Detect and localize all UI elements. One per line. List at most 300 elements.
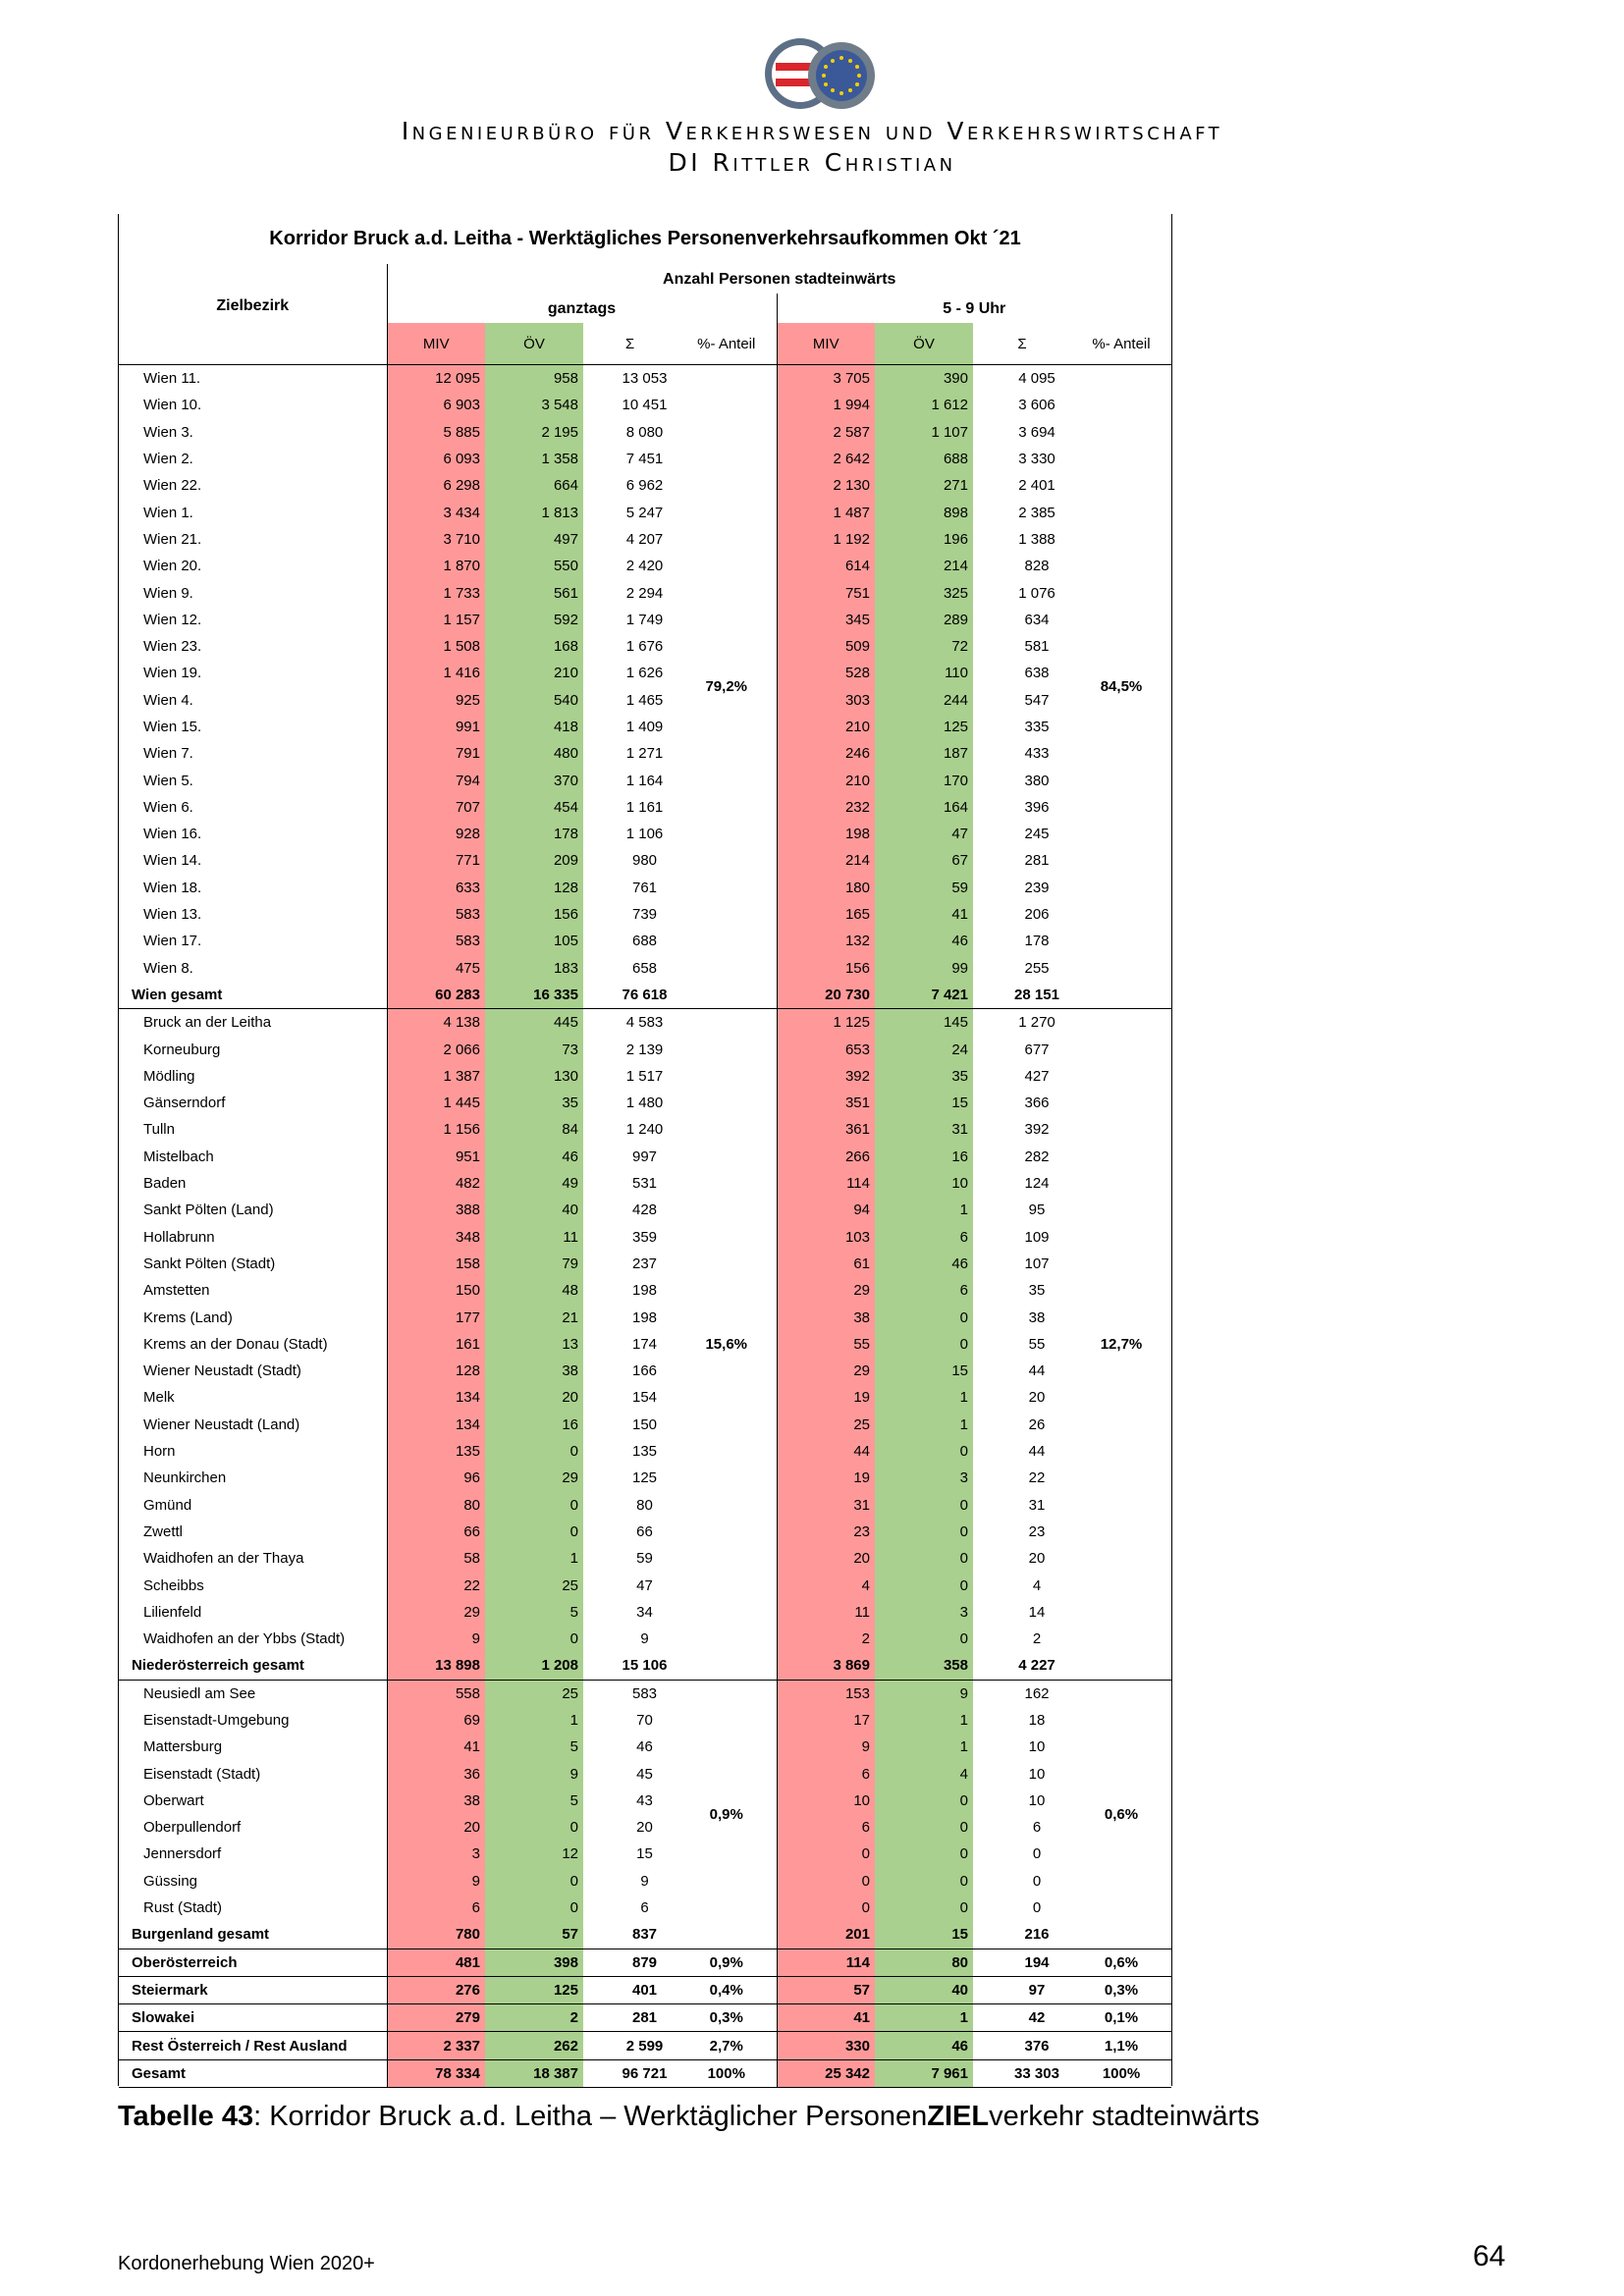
cell-ov-5-9: 67 — [875, 847, 973, 874]
cell-sum-5-9: 828 — [1024, 558, 1050, 575]
table-row — [119, 1949, 1171, 1976]
cell-sum-5-9: 95 — [1028, 1201, 1046, 1219]
cell-ov-ganztags: 168 — [485, 633, 583, 660]
cell-ov-5-9: 3 — [875, 1599, 973, 1626]
table-row — [119, 526, 1171, 553]
cell-ov-ganztags: 664 — [485, 472, 583, 499]
cell-sum-5-9: 4 227 — [1018, 1657, 1056, 1675]
cell-sum-5-9: 634 — [1024, 611, 1050, 628]
table-row — [119, 2032, 1171, 2059]
row-label: Wien 15. — [143, 719, 202, 735]
cell-share-ganztags: 15,6% — [677, 1009, 777, 1680]
cell-miv-ganztags: 928 — [387, 821, 485, 847]
cell-ov-ganztags: 0 — [485, 1868, 583, 1895]
cell-ov-5-9: 15 — [875, 1921, 973, 1949]
cell-ov-5-9: 0 — [875, 1519, 973, 1545]
row-label: Krems (Land) — [143, 1308, 233, 1326]
cell-ov-ganztags: 46 — [485, 1144, 583, 1170]
cell-miv-5-9: 132 — [777, 928, 875, 954]
row-label: Korneuburg — [143, 1041, 221, 1058]
cell-share-5-9: 100% — [1071, 2059, 1171, 2087]
cell-share-ganztags: 0,4% — [677, 1976, 777, 2003]
cell-ov-ganztags: 2 195 — [485, 419, 583, 446]
table-row — [119, 875, 1171, 901]
cell-ov-ganztags: 84 — [485, 1116, 583, 1143]
cell-sum-ganztags: 401 — [583, 1976, 677, 2003]
cell-sum-ganztags: 46 — [636, 1738, 653, 1756]
table-row — [119, 955, 1171, 982]
table-row — [119, 1197, 1171, 1223]
cell-miv-5-9: 330 — [777, 2032, 875, 2059]
cell-sum-ganztags: 10 451 — [622, 397, 668, 414]
cell-sum-ganztags: 281 — [583, 2004, 677, 2032]
table-row — [119, 1036, 1171, 1062]
cell-sum-ganztags: 1 749 — [625, 611, 664, 628]
table-row — [119, 1680, 1171, 1707]
cell-sum-5-9: 2 401 — [1018, 477, 1056, 495]
table-row — [119, 1491, 1171, 1518]
cell-miv-5-9: 0 — [777, 1895, 875, 1921]
cell-ov-5-9: 0 — [875, 1438, 973, 1465]
cell-miv-5-9: 20 — [777, 1545, 875, 1572]
cell-ov-5-9: 0 — [875, 1626, 973, 1652]
cell-sum-5-9: 1 270 — [973, 1009, 1071, 1037]
cell-miv-5-9: 25 342 — [777, 2059, 875, 2087]
cell-ov-5-9: 1 — [875, 2004, 973, 2032]
cell-miv-ganztags: 6 093 — [387, 446, 485, 472]
cell-ov-ganztags: 49 — [485, 1170, 583, 1197]
cell-miv-ganztags: 9 — [387, 1626, 485, 1652]
cell-miv-ganztags: 66 — [387, 1519, 485, 1545]
cell-miv-ganztags: 177 — [387, 1304, 485, 1330]
cell-miv-ganztags: 633 — [387, 875, 485, 901]
cell-share-ganztags: 0,3% — [677, 2004, 777, 2032]
table-row — [119, 1545, 1171, 1572]
table-row — [119, 1331, 1171, 1358]
table-row — [119, 499, 1171, 525]
cell-sum-ganztags: 2 294 — [625, 584, 664, 602]
cell-sum-ganztags: 1 517 — [625, 1067, 664, 1085]
table-row — [119, 1626, 1171, 1652]
row-label: Tulln — [143, 1121, 175, 1139]
cell-sum-ganztags: 980 — [631, 852, 658, 870]
cell-ov-ganztags: 592 — [485, 607, 583, 633]
cell-sum-ganztags: 6 — [640, 1899, 649, 1917]
cell-miv-5-9: 10 — [777, 1788, 875, 1814]
cell-ov-5-9: 0 — [875, 1868, 973, 1895]
cell-ov-5-9: 46 — [875, 2032, 973, 2059]
cell-sum-ganztags: 4 583 — [583, 1009, 677, 1037]
cell-miv-ganztags: 951 — [387, 1144, 485, 1170]
cell-miv-5-9: 0 — [777, 1868, 875, 1895]
cell-sum-5-9: 282 — [1024, 1148, 1050, 1165]
row-label: Wien 9. — [143, 584, 193, 602]
cell-share-5-9: 0,6% — [1071, 1949, 1171, 1976]
cell-ov-ganztags: 480 — [485, 740, 583, 767]
cell-miv-5-9: 20 730 — [777, 982, 875, 1009]
table-caption — [118, 2101, 1260, 2133]
cell-sum-ganztags: 1 626 — [625, 665, 664, 682]
cell-ov-5-9: 35 — [875, 1063, 973, 1090]
cell-sum-ganztags: 198 — [631, 1308, 658, 1326]
table-grid — [119, 264, 1171, 2088]
row-label: Mattersburg — [143, 1738, 223, 1756]
row-label: Wien 19. — [143, 665, 202, 682]
cell-sum-ganztags: 9 — [640, 1872, 649, 1890]
cell-miv-ganztags: 2 066 — [387, 1036, 485, 1062]
row-label: Sankt Pölten (Stadt) — [143, 1255, 276, 1272]
row-label: Wien 4. — [143, 691, 193, 709]
table-row — [119, 1868, 1171, 1895]
cell-miv-5-9: 114 — [777, 1170, 875, 1197]
cell-miv-ganztags: 6 903 — [387, 392, 485, 418]
cell-sum-5-9: 97 — [973, 1976, 1071, 2003]
cell-miv-5-9: 103 — [777, 1224, 875, 1251]
cell-sum-5-9: 281 — [1024, 852, 1050, 870]
cell-ov-5-9: 898 — [875, 499, 973, 525]
cell-miv-ganztags: 69 — [387, 1707, 485, 1734]
cell-ov-ganztags: 1 358 — [485, 446, 583, 472]
cell-miv-5-9: 528 — [777, 660, 875, 686]
cell-miv-ganztags: 1 387 — [387, 1063, 485, 1090]
cell-sum-5-9: 376 — [973, 2032, 1071, 2059]
cell-miv-ganztags: 6 298 — [387, 472, 485, 499]
cell-miv-5-9: 2 130 — [777, 472, 875, 499]
cell-sum-5-9: 2 — [1032, 1630, 1042, 1648]
header-blank — [119, 323, 387, 365]
cell-sum-ganztags: 1 409 — [625, 719, 664, 735]
table-row — [119, 821, 1171, 847]
cell-miv-5-9: 29 — [777, 1358, 875, 1384]
cell-ov-5-9: 0 — [875, 1304, 973, 1330]
cell-ov-5-9: 40 — [875, 1976, 973, 2003]
cell-share-5-9: 1,1% — [1071, 2032, 1171, 2059]
row-label: Baden — [143, 1175, 187, 1193]
cell-miv-5-9: 4 — [777, 1572, 875, 1598]
table-row — [119, 392, 1171, 418]
cell-share-5-9: 0,1% — [1071, 2004, 1171, 2032]
cell-ov-5-9: 0 — [875, 1814, 973, 1841]
cell-ov-5-9: 59 — [875, 875, 973, 901]
cell-miv-5-9: 31 — [777, 1491, 875, 1518]
row-label: Wiener Neustadt (Land) — [143, 1415, 300, 1433]
cell-ov-ganztags: 497 — [485, 526, 583, 553]
table-row — [119, 1438, 1171, 1465]
row-label: Scheibbs — [143, 1576, 204, 1594]
cell-sum-ganztags: 879 — [583, 1949, 677, 1976]
cell-sum-5-9: 255 — [1024, 959, 1050, 977]
supheader: Anzahl Personen stadteinwärts — [387, 264, 1171, 294]
cell-miv-5-9: 94 — [777, 1197, 875, 1223]
cell-miv-ganztags: 4 138 — [387, 1009, 485, 1037]
cell-sum-ganztags: 761 — [631, 879, 658, 896]
cell-miv-5-9: 2 587 — [777, 419, 875, 446]
cell-ov-5-9: 7 421 — [875, 982, 973, 1009]
cell-ov-ganztags: 18 387 — [485, 2059, 583, 2087]
cell-miv-ganztags: 558 — [387, 1680, 485, 1707]
cell-sum-ganztags: 154 — [631, 1389, 658, 1407]
cell-sum-ganztags: 2 139 — [625, 1041, 664, 1058]
cell-sum-5-9: 392 — [1024, 1121, 1050, 1139]
row-label: Eisenstadt (Stadt) — [143, 1765, 261, 1783]
cell-ov-ganztags: 128 — [485, 875, 583, 901]
cell-ov-ganztags: 1 208 — [485, 1652, 583, 1680]
total-row — [119, 982, 1171, 1009]
cell-sum-5-9: 4 095 — [1018, 370, 1056, 388]
cell-share-ganztags: 100% — [677, 2059, 777, 2087]
cell-sum-ganztags: 837 — [631, 1926, 658, 1944]
cell-sum-5-9: 2 385 — [1018, 504, 1056, 521]
cell-ov-5-9: 244 — [875, 687, 973, 714]
cell-ov-5-9: 125 — [875, 714, 973, 740]
cell-sum-ganztags: 1 106 — [625, 826, 664, 843]
cell-miv-5-9: 1 125 — [777, 1009, 875, 1037]
table-row — [119, 1734, 1171, 1760]
cell-ov-ganztags: 25 — [485, 1680, 583, 1707]
cell-ov-5-9: 24 — [875, 1036, 973, 1062]
cell-ov-ganztags: 21 — [485, 1304, 583, 1330]
cell-ov-5-9: 99 — [875, 955, 973, 982]
table-row — [119, 1976, 1171, 2003]
cell-sum-5-9: 4 — [1032, 1576, 1042, 1594]
cell-sum-ganztags: 174 — [631, 1335, 658, 1353]
cell-sum-ganztags: 45 — [636, 1765, 653, 1783]
cell-sum-ganztags: 583 — [583, 1680, 677, 1707]
cell-sum-ganztags: 1 465 — [625, 691, 664, 709]
cell-sum-ganztags: 96 721 — [583, 2059, 677, 2087]
cell-sum-5-9: 245 — [1024, 826, 1050, 843]
row-label: Sankt Pölten (Land) — [143, 1201, 274, 1219]
cell-miv-ganztags: 482 — [387, 1170, 485, 1197]
cell-miv-ganztags: 1 157 — [387, 607, 485, 633]
cell-ov-5-9: 0 — [875, 1331, 973, 1358]
cell-miv-5-9: 210 — [777, 767, 875, 793]
cell-miv-ganztags: 583 — [387, 901, 485, 928]
cell-sum-5-9: 366 — [1024, 1095, 1050, 1112]
cell-sum-ganztags: 1 161 — [625, 798, 664, 816]
table-row — [119, 847, 1171, 874]
cell-ov-ganztags: 210 — [485, 660, 583, 686]
cell-ov-5-9: 196 — [875, 526, 973, 553]
cell-miv-5-9: 29 — [777, 1277, 875, 1304]
table-row — [119, 1814, 1171, 1841]
cell-ov-ganztags: 105 — [485, 928, 583, 954]
cell-ov-5-9: 80 — [875, 1949, 973, 1976]
cell-sum-5-9: 206 — [1024, 906, 1050, 924]
cell-miv-5-9: 232 — [777, 794, 875, 821]
cell-ov-ganztags: 1 — [485, 1707, 583, 1734]
cell-ov-5-9: 1 — [875, 1197, 973, 1223]
cell-sum-ganztags: 76 618 — [622, 986, 668, 1003]
cell-ov-5-9: 16 — [875, 1144, 973, 1170]
row-label: Wiener Neustadt (Stadt) — [143, 1362, 301, 1380]
cell-miv-ganztags: 279 — [387, 2004, 485, 2032]
table-row — [119, 1788, 1171, 1814]
cell-miv-5-9: 351 — [777, 1090, 875, 1116]
cell-ov-ganztags: 13 — [485, 1331, 583, 1358]
cell-miv-ganztags: 12 095 — [387, 365, 485, 393]
cell-sum-ganztags: 1 676 — [625, 638, 664, 656]
cell-ov-5-9: 10 — [875, 1170, 973, 1197]
row-label: Gmünd — [143, 1496, 192, 1514]
table-row — [119, 1277, 1171, 1304]
cell-ov-ganztags: 9 — [485, 1760, 583, 1787]
cell-ov-ganztags: 183 — [485, 955, 583, 982]
cell-sum-5-9: 194 — [973, 1949, 1071, 1976]
row-label: Gesamt — [119, 2059, 387, 2087]
table-row — [119, 1251, 1171, 1277]
cell-ov-ganztags: 73 — [485, 1036, 583, 1062]
cell-sum-5-9: 239 — [1024, 879, 1050, 896]
cell-share-ganztags: 2,7% — [677, 2032, 777, 2059]
cell-ov-5-9: 271 — [875, 472, 973, 499]
cell-miv-5-9: 3 705 — [777, 365, 875, 393]
cell-sum-5-9: 35 — [1028, 1282, 1046, 1300]
cell-miv-ganztags: 991 — [387, 714, 485, 740]
table-row — [119, 607, 1171, 633]
cell-ov-5-9: 390 — [875, 365, 973, 393]
cell-ov-ganztags: 29 — [485, 1465, 583, 1491]
cell-ov-ganztags: 125 — [485, 1976, 583, 2003]
group-5-9: 5 - 9 Uhr — [777, 294, 1171, 323]
row-label: Rest Österreich / Rest Ausland — [119, 2032, 387, 2059]
row-label: Wien 5. — [143, 772, 193, 789]
cell-sum-ganztags: 2 420 — [625, 558, 664, 575]
cell-sum-ganztags: 59 — [636, 1550, 653, 1568]
cell-miv-5-9: 19 — [777, 1465, 875, 1491]
row-label: Wien 8. — [143, 959, 193, 977]
row-label: Lilienfeld — [143, 1603, 202, 1621]
cell-miv-ganztags: 161 — [387, 1331, 485, 1358]
table-row — [119, 1063, 1171, 1090]
table-row — [119, 472, 1171, 499]
cell-miv-5-9: 653 — [777, 1036, 875, 1062]
cell-miv-ganztags: 1 156 — [387, 1116, 485, 1143]
cell-ov-ganztags: 540 — [485, 687, 583, 714]
cell-ov-ganztags: 12 — [485, 1841, 583, 1867]
data-table — [118, 214, 1172, 2086]
cell-ov-ganztags: 262 — [485, 2032, 583, 2059]
row-label: Mistelbach — [143, 1148, 214, 1165]
cell-ov-ganztags: 0 — [485, 1895, 583, 1921]
cell-sum-5-9: 44 — [1028, 1362, 1046, 1380]
cell-share-5-9: 0,6% — [1071, 1680, 1171, 1949]
table-row — [119, 1144, 1171, 1170]
table-row — [119, 1707, 1171, 1734]
cell-ov-ganztags: 0 — [485, 1626, 583, 1652]
table-row — [119, 740, 1171, 767]
cell-miv-5-9: 392 — [777, 1063, 875, 1090]
cell-ov-5-9: 1 — [875, 1707, 973, 1734]
cell-miv-5-9: 0 — [777, 1841, 875, 1867]
cell-ov-ganztags: 445 — [485, 1009, 583, 1037]
cell-sum-5-9: 1 388 — [1018, 530, 1056, 548]
row-label: Wien 12. — [143, 611, 202, 628]
cell-sum-ganztags: 1 271 — [625, 745, 664, 763]
cell-sum-ganztags: 4 207 — [625, 530, 664, 548]
cell-ov-ganztags: 209 — [485, 847, 583, 874]
cell-share-5-9: 84,5% — [1100, 678, 1143, 696]
cell-miv-ganztags: 1 508 — [387, 633, 485, 660]
cell-sum-5-9: 18 — [1028, 1711, 1046, 1729]
cell-sum-5-9: 107 — [1024, 1255, 1050, 1272]
cell-miv-ganztags: 481 — [387, 1949, 485, 1976]
cell-sum-5-9: 20 — [1028, 1550, 1046, 1568]
table-row — [119, 1090, 1171, 1116]
row-label: Rust (Stadt) — [143, 1899, 223, 1917]
row-label: Wien 3. — [143, 423, 193, 441]
row-label: Wien 11. — [143, 370, 201, 388]
cell-sum-ganztags: 150 — [631, 1415, 658, 1433]
cell-ov-ganztags: 5 — [485, 1734, 583, 1760]
column-header-sum: Σ — [583, 323, 677, 365]
cell-ov-ganztags: 550 — [485, 553, 583, 579]
cell-miv-ganztags: 583 — [387, 928, 485, 954]
row-label: Zwettl — [143, 1522, 184, 1540]
cell-miv-ganztags: 41 — [387, 1734, 485, 1760]
cell-miv-5-9: 266 — [777, 1144, 875, 1170]
cell-sum-5-9: 6 — [1032, 1819, 1042, 1837]
row-label: Melk — [143, 1389, 175, 1407]
cell-sum-5-9: 20 — [1028, 1389, 1046, 1407]
cell-miv-ganztags: 1 416 — [387, 660, 485, 686]
cell-sum-5-9: 26 — [1028, 1415, 1046, 1433]
cell-sum-ganztags: 997 — [631, 1148, 658, 1165]
cell-ov-5-9: 72 — [875, 633, 973, 660]
cell-ov-ganztags: 418 — [485, 714, 583, 740]
table-row — [119, 365, 1171, 393]
column-header-ov: ÖV — [485, 323, 583, 365]
cell-ov-5-9: 170 — [875, 767, 973, 793]
row-label: Niederösterreich gesamt — [132, 1657, 304, 1675]
cell-miv-ganztags: 925 — [387, 687, 485, 714]
cell-sum-ganztags: 66 — [636, 1522, 653, 1540]
grand-total-row — [119, 2059, 1171, 2087]
cell-sum-5-9: 31 — [1028, 1496, 1046, 1514]
total-row — [119, 1652, 1171, 1680]
cell-sum-5-9: 38 — [1028, 1308, 1046, 1326]
cell-sum-ganztags: 198 — [631, 1282, 658, 1300]
cell-sum-5-9: 124 — [1024, 1175, 1050, 1193]
row-label: Neusiedl am See — [119, 1680, 387, 1707]
cell-ov-ganztags: 11 — [485, 1224, 583, 1251]
cell-miv-5-9: 1 994 — [777, 392, 875, 418]
cell-ov-5-9: 1 107 — [875, 419, 973, 446]
cell-ov-5-9: 325 — [875, 579, 973, 606]
cell-miv-5-9: 44 — [777, 1438, 875, 1465]
cell-sum-5-9: 162 — [973, 1680, 1071, 1707]
cell-ov-ganztags: 156 — [485, 901, 583, 928]
cell-sum-5-9: 178 — [1024, 933, 1050, 950]
row-label: Wien 14. — [143, 852, 202, 870]
cell-ov-ganztags: 35 — [485, 1090, 583, 1116]
cell-miv-5-9: 153 — [777, 1680, 875, 1707]
cell-sum-ganztags: 5 247 — [625, 504, 664, 521]
cell-sum-ganztags: 7 451 — [625, 451, 664, 468]
cell-miv-5-9: 180 — [777, 875, 875, 901]
cell-ov-5-9: 0 — [875, 1491, 973, 1518]
cell-ov-5-9: 1 — [875, 1412, 973, 1438]
cell-ov-5-9: 6 — [875, 1224, 973, 1251]
office-name: Ingenieurbüro für Verkehrswesen und Verkehrswirtschaft — [401, 117, 1223, 145]
row-label: Amstetten — [143, 1282, 210, 1300]
cell-sum-ganztags: 43 — [636, 1791, 653, 1809]
cell-ov-ganztags: 5 — [485, 1599, 583, 1626]
table-row — [119, 1224, 1171, 1251]
cell-ov-5-9: 15 — [875, 1090, 973, 1116]
cell-ov-5-9: 7 961 — [875, 2059, 973, 2087]
cell-ov-ganztags: 48 — [485, 1277, 583, 1304]
